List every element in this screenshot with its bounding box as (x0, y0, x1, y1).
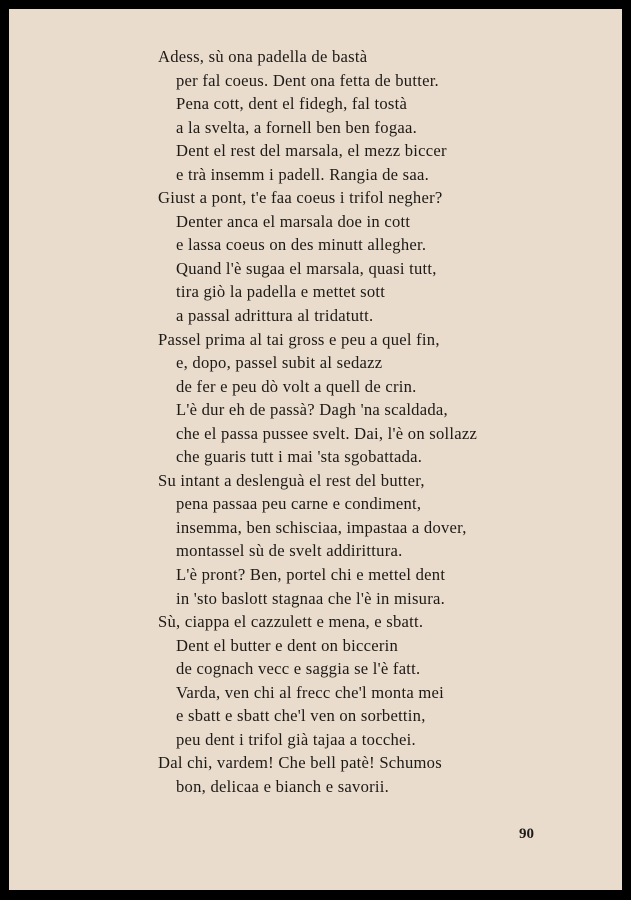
poem-text (9, 45, 622, 799)
poem-line: in 'sto baslott stagnaa che l'è in misura. (176, 588, 446, 608)
poem-line: a la svelta, a fornell ben ben fogaa. (176, 117, 417, 137)
poem-line: Passel prima al tai gross e peu a quel fin, (158, 329, 440, 349)
poem-line: Dent el butter e dent on biccerin (176, 635, 399, 655)
poem-line: a passal adrittura al tridatutt. (176, 306, 374, 326)
page-number: 90 (519, 826, 534, 842)
poem-line: peu dent i trifol già tajaa a tocchei. (176, 729, 416, 749)
poem-line: L'è pront? Ben, portel chi e mettel dent (176, 565, 446, 585)
poem-line: e sbatt e sbatt che'l ven on sorbettin, (176, 706, 426, 726)
poem-line: pena passaa peu carne e condiment, (176, 494, 422, 514)
poem-line: Sù, ciappa el cazzulett e mena, e sbatt. (158, 612, 424, 632)
poem-line: Giust a pont, t'e faa coeus i trifol negher? (158, 188, 443, 208)
poem-line: montassel sù de svelt addirittura. (176, 541, 403, 561)
poem-line: che el passa pussee svelt. Dai, l'è on sollazz (176, 423, 478, 443)
poem-line: de cognach vecc e saggia se l'è fatt. (176, 659, 421, 679)
poem-line: bon, delicaa e bianch e savorii. (176, 776, 390, 796)
poem-line: Dal chi, vardem! Che bell patè! Schumos (158, 753, 442, 773)
poem-line: e trà insemm i padell. Rangia de saa. (176, 164, 430, 184)
poem-line: Pena cott, dent el fidegh, fal tostà (176, 94, 408, 114)
poem-line: tira giò la padella e mettet sott (176, 282, 386, 302)
poem-line: Varda, ven chi al frecc che'l monta mei (176, 682, 444, 702)
poem-line: insemma, ben schisciaa, impastaa a dover, (176, 517, 467, 537)
poem-line: che guaris tutt i mai 'sta sgobattada. (176, 447, 423, 467)
poem-line: Su intant a deslenguà el rest del butter, (158, 470, 425, 490)
poem-line: Adess, sù ona padella de bastà (158, 47, 368, 66)
poem-line: Denter anca el marsala doe in cott (176, 211, 411, 231)
poem-line: Dent el rest del marsala, el mezz biccer (176, 141, 447, 161)
poem-line: L'è dur eh de passà? Dagh 'na scaldada, (176, 400, 448, 420)
book-page (9, 9, 622, 890)
poem-line: Quand l'è sugaa el marsala, quasi tutt, (176, 258, 437, 278)
poem-line: e lassa coeus on des minutt allegher. (176, 235, 427, 255)
poem-line: e, dopo, passel subit al sedazz (176, 353, 383, 373)
poem-line: de fer e peu dò volt a quell de crin. (176, 376, 417, 396)
poem-line: per fal coeus. Dent ona fetta de butter. (176, 70, 439, 90)
